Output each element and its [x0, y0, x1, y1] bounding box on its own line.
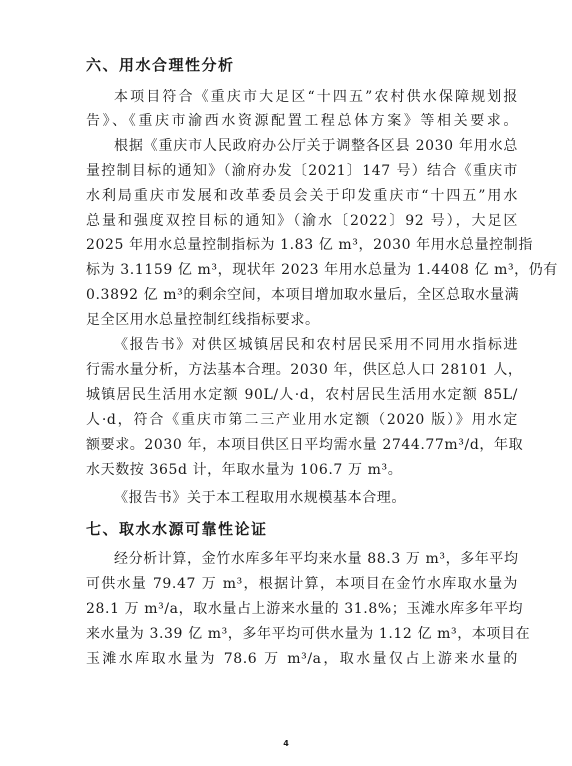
paragraph-line: 总量和强度双控目标的通知》（渝水〔2022〕92 号），大足区 [86, 213, 518, 229]
paragraph-line: 玉滩水库取水量为 78.6 万 m³/a，取水量仅占上游来水量的 [86, 651, 518, 667]
paragraph-line: 量控制目标的通知》（渝府办发〔2021〕147 号）结合《重庆市 [86, 163, 518, 179]
paragraph-line: 水天数按 365d 计，年取水量为 106.7 万 m³。 [86, 462, 403, 478]
paragraph-line: 28.1 万 m³/a，取水量占上游来水量的 31.8%；玉滩水库多年平均 [86, 601, 524, 617]
paragraph-line: 行需水量分析，方法基本合理。2030 年，供区总人口 28101 人， [86, 362, 523, 378]
section-6-heading: 六、用水合理性分析 [86, 56, 235, 74]
paragraph-line: 经分析计算，金竹水库多年平均来水量 88.3 万 m³，多年平均 [114, 551, 519, 567]
paragraph-line: 根据《重庆市人民政府办公厅关于调整各区县 2030 年用水总 [114, 138, 518, 154]
paragraph-line: 0.3892 亿 m³的剩余空间，本项目增加取水量后，全区总取水量满 [86, 287, 520, 303]
paragraph-line: 来水量为 3.39 亿 m³，多年平均可供水量为 1.12 亿 m³，本项目在 [86, 626, 531, 642]
paragraph-line: 《报告书》关于本工程取用水规模基本合理。 [114, 490, 406, 506]
page-number: 4 [283, 739, 289, 748]
paragraph-line: 足全区用水总量控制红线指标要求。 [86, 312, 320, 328]
paragraph-line: 人·d，符合《重庆市第二三产业用水定额（2020 版）》用水定 [86, 412, 518, 428]
paragraph-line: 额要求。2030 年，本项目供区日平均需水量 2744.77m³/d，年取 [86, 437, 524, 453]
paragraph-line: 可供水量 79.47 万 m³，根据计算，本项目在金竹水库取水量为 [86, 576, 518, 592]
paragraph-line: 《报告书》对供区城镇居民和农村居民采用不同用水指标进 [114, 337, 518, 353]
paragraph-line: 2025 年用水总量控制指标为 1.83 亿 m³，2030 年用水总量控制指 [86, 237, 533, 253]
paragraph-line: 水利局重庆市发展和改革委员会关于印发重庆市“十四五”用水 [86, 188, 518, 204]
paragraph-line: 告》、《重庆市渝西水资源配置工程总体方案》等相关要求。 [86, 113, 518, 129]
paragraph-line: 城镇居民生活用水定额 90L/人·d，农村居民生活用水定额 85L/ [86, 387, 518, 403]
paragraph-line: 标为 3.1159 亿 m³，现状年 2023 年用水总量为 1.4408 亿 m³，仍有 [86, 262, 558, 278]
section-7-heading: 七、取水水源可靠性论证 [86, 520, 268, 538]
paragraph-line: 本项目符合《重庆市大足区“十四五”农村供水保障规划报 [114, 89, 518, 105]
